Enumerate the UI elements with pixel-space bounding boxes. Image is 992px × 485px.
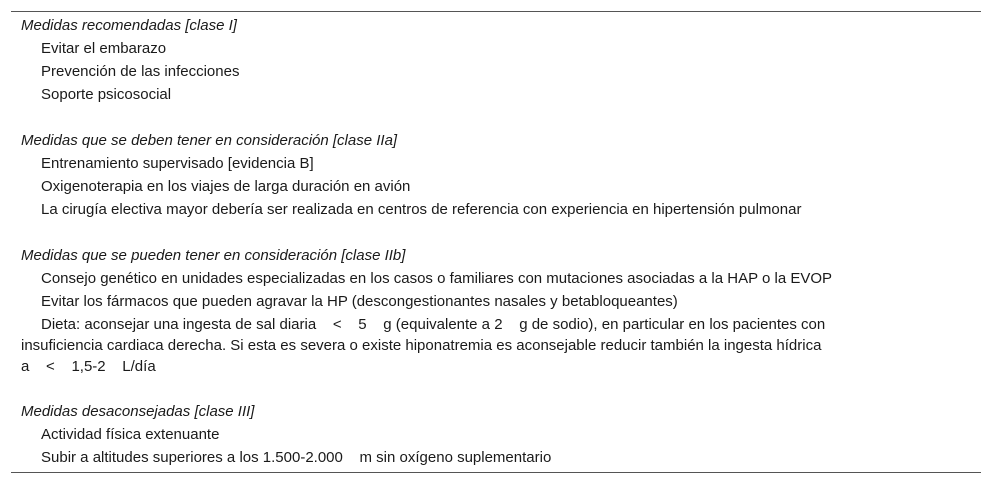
table-content xyxy=(11,12,981,469)
diet-line-2: insuficiencia cardiaca derecha. Si esta es severa o existe hiponatremia es aconsejable reducir también la ingesta hídrica xyxy=(21,337,822,354)
list-item: La cirugía electiva mayor debería ser realizada en centros de referencia con experiencia en hipertensión pulmonar xyxy=(41,201,802,218)
section-title-class-iib: Medidas que se pueden tener en consideración [clase IIb] xyxy=(21,247,406,264)
list-item: Consejo genético en unidades especializadas en los casos o familiares con mutaciones asociadas a la HAP o la EVOP xyxy=(41,270,833,287)
list-item: Entrenamiento supervisado [evidencia B] xyxy=(41,155,314,172)
list-item: Evitar el embarazo xyxy=(41,40,167,57)
list-item: Subir a altitudes superiores a los 1.500-2.000 m sin oxígeno suplementario xyxy=(41,449,552,466)
recommendations-table xyxy=(11,11,981,473)
section-spacer xyxy=(21,221,981,244)
list-item: Prevención de las infecciones xyxy=(41,63,240,80)
list-item: Evitar los fármacos que pueden agravar la HP (descongestionantes nasales y betabloqueantes) xyxy=(41,293,678,310)
section-spacer xyxy=(21,106,981,129)
section-title-class-iia: Medidas que se deben tener en consideración [clase IIa] xyxy=(21,132,398,149)
section-title-class-i: Medidas recomendadas [clase I] xyxy=(21,17,237,34)
section-spacer xyxy=(21,377,981,400)
list-item: Oxigenoterapia en los viajes de larga duración en avión xyxy=(41,178,411,195)
diet-line-1: Dieta: aconsejar una ingesta de sal diaria < 5 g (equivalente a 2 g de sodio), en particular en los pacientes con xyxy=(41,316,826,333)
section-title-class-iii: Medidas desaconsejadas [clase III] xyxy=(21,403,255,420)
diet-item xyxy=(21,313,981,377)
diet-line-3: a < 1,5-2 L/día xyxy=(21,358,156,375)
list-item: Soporte psicosocial xyxy=(41,86,172,103)
list-item: Actividad física extenuante xyxy=(41,426,220,443)
